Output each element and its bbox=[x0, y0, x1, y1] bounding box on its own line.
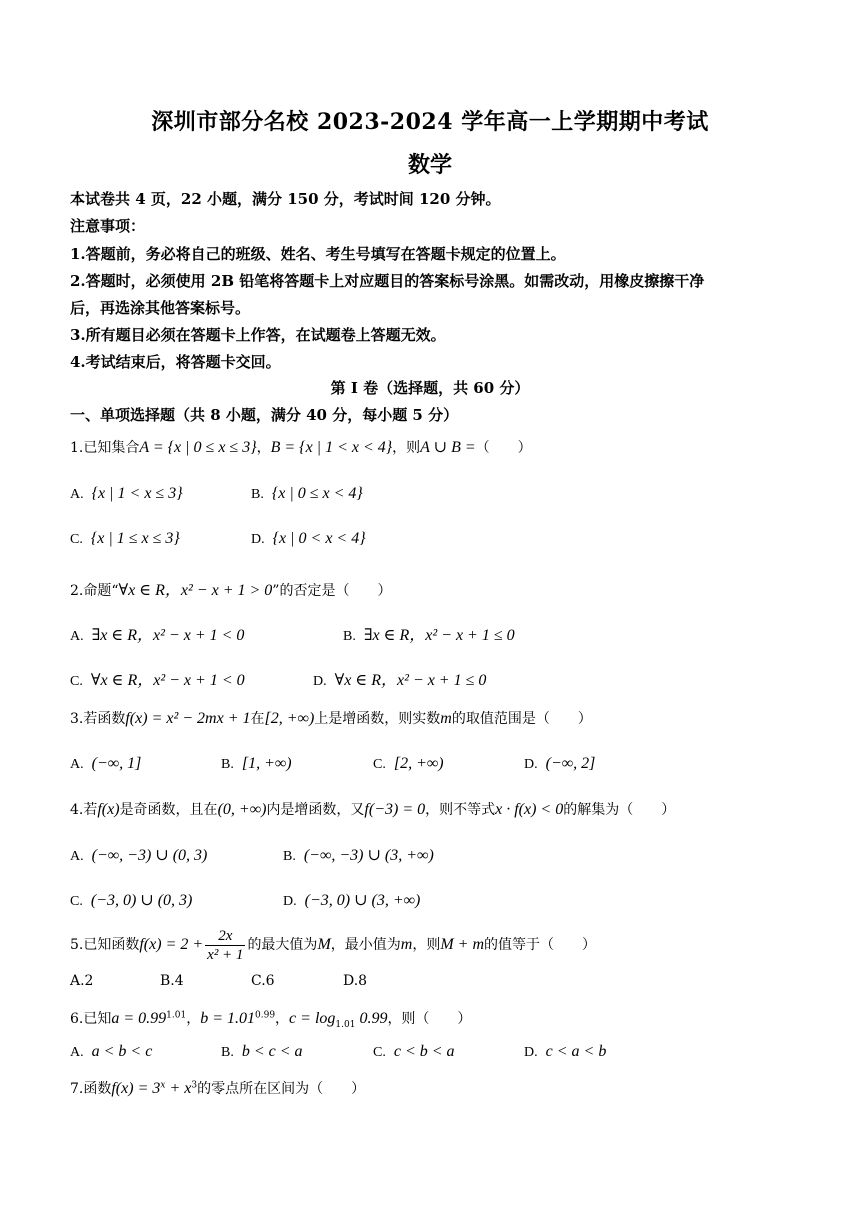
question-7 bbox=[70, 1078, 365, 1098]
q3-expr: f(x) = x² − 2mx + 1 bbox=[125, 710, 251, 727]
exam-title: 深圳市部分名校 2023-2024 学年高一上学期期中考试 bbox=[151, 109, 709, 135]
q3-stem-b: 在 bbox=[250, 711, 265, 727]
q2-option-c[interactable]: C. ∀x ∈ R，x² − x + 1 < 0 bbox=[70, 672, 245, 689]
notice-item-3: 3.所有题目必须在答题卡上作答，在试题卷上答题无效。 bbox=[70, 326, 446, 344]
question-1 bbox=[70, 437, 532, 457]
q6-a: a = 0.99 bbox=[111, 1010, 167, 1027]
q1-option-c[interactable]: C. {x | 1 ≤ x ≤ 3} bbox=[70, 530, 180, 547]
q7-expr: f(x) = 3 bbox=[111, 1080, 161, 1097]
q3-option-d[interactable]: D. (−∞, 2] bbox=[524, 755, 596, 772]
question-5 bbox=[70, 926, 596, 964]
q1-comma: ， bbox=[256, 440, 271, 456]
q5-stem-b: 的最大值为 bbox=[247, 937, 318, 953]
q3-stem: 3.若函数 bbox=[70, 711, 126, 727]
part-title: 第 I 卷（选择题，共 60 分） bbox=[330, 379, 530, 397]
q5-option-c[interactable]: C.6 bbox=[251, 973, 275, 989]
q5-option-b[interactable]: B.4 bbox=[160, 973, 184, 989]
q4-stem-b: 是奇函数，且在 bbox=[119, 802, 218, 818]
q7-stem: 7.函数 bbox=[70, 1081, 112, 1097]
q6-stem-b: ，则（ ） bbox=[387, 1011, 472, 1027]
q5-fraction bbox=[205, 927, 245, 964]
q2-expr: ∀x ∈ R，x² − x + 1 > 0 bbox=[118, 582, 273, 599]
notice-label: 注意事项： bbox=[70, 217, 146, 235]
q4-option-a[interactable]: A. (−∞, −3) ∪ (0, 3) bbox=[70, 847, 208, 864]
notice-item-2-cont: 后，再选涂其他答案标号。 bbox=[70, 299, 251, 317]
q7-exp-1: x bbox=[160, 1080, 166, 1091]
q6-b: b = 1.01 bbox=[200, 1010, 255, 1027]
q7-stem-b: 的零点所在区间为（ ） bbox=[197, 1081, 366, 1097]
subject-title: 数学 bbox=[407, 152, 452, 178]
q3-option-c[interactable]: C. [2, +∞) bbox=[373, 755, 444, 772]
section-heading: 一、单项选择题（共 8 小题，满分 40 分，每小题 5 分） bbox=[70, 406, 459, 424]
q2-stem-b: ”的否定是（ ） bbox=[272, 583, 392, 599]
q5-sum: M + m bbox=[440, 936, 485, 953]
q5-M: M bbox=[317, 936, 331, 953]
q3-option-a[interactable]: A. (−∞, 1] bbox=[70, 755, 142, 772]
q2-option-a[interactable]: A. ∃x ∈ R，x² − x + 1 < 0 bbox=[70, 627, 245, 644]
q6-sep-1: ， bbox=[186, 1011, 201, 1027]
q3-interval: [2, +∞) bbox=[264, 710, 315, 727]
q1-paren: （ ） bbox=[475, 440, 532, 456]
q5-stem-d: ，则 bbox=[412, 937, 441, 953]
q4-option-d[interactable]: D. (−3, 0) ∪ (3, +∞) bbox=[283, 892, 421, 909]
q6-c-base: 1.01 bbox=[335, 1019, 356, 1030]
question-3 bbox=[70, 708, 592, 728]
question-6 bbox=[70, 1008, 471, 1030]
q4-interval: (0, +∞) bbox=[217, 801, 267, 818]
q2-option-d[interactable]: D. ∀x ∈ R，x² − x + 1 ≤ 0 bbox=[313, 672, 487, 689]
q1-option-a[interactable]: A. {x | 1 < x ≤ 3} bbox=[70, 485, 183, 502]
q6-option-b[interactable]: B. b < c < a bbox=[221, 1043, 303, 1060]
q2-stem: 2.命题“ bbox=[70, 583, 119, 599]
q4-fx: f(x) bbox=[97, 801, 120, 818]
q6-c: c = log bbox=[289, 1010, 336, 1027]
q4-stem-d: ，则不等式 bbox=[425, 802, 496, 818]
q3-stem-c: 上是增函数，则实数 bbox=[314, 711, 441, 727]
q5-m: m bbox=[400, 936, 413, 953]
q4-option-b[interactable]: B. (−∞, −3) ∪ (3, +∞) bbox=[283, 847, 434, 864]
notice-item-2: 2.答题时，必须使用 2B 铅笔将答题卡上对应题目的答案标号涂黑。如需改动，用橡皮擦擦干净 bbox=[70, 272, 705, 290]
notice-item-1: 1.答题前，务必将自己的班级、姓名、考生号填写在答题卡规定的位置上。 bbox=[70, 245, 566, 263]
q3-var: m bbox=[440, 710, 452, 727]
q5-option-a[interactable]: A.2 bbox=[70, 973, 94, 989]
q1-set-b: B = {x | 1 < x < 4} bbox=[270, 439, 393, 456]
q6-sep-2: ， bbox=[275, 1011, 290, 1027]
exam-intro: 本试卷共 4 页，22 小题，满分 150 分，考试时间 120 分钟。 bbox=[70, 190, 501, 208]
q4-ineq: x · f(x) < 0 bbox=[495, 801, 564, 818]
q7-plus: + x bbox=[165, 1080, 192, 1097]
q5-stem-e: 的值等于（ ） bbox=[484, 937, 597, 953]
q4-stem-e: 的解集为（ ） bbox=[563, 802, 676, 818]
q5-numerator: 2x bbox=[205, 927, 245, 946]
q3-stem-d: 的取值范围是（ ） bbox=[451, 711, 592, 727]
q6-option-c[interactable]: C. c < b < a bbox=[373, 1043, 455, 1060]
q5-option-d[interactable]: D.8 bbox=[343, 973, 368, 989]
notice-item-4: 4.考试结束后，将答题卡交回。 bbox=[70, 353, 281, 371]
q1-option-d[interactable]: D. {x | 0 < x < 4} bbox=[251, 530, 366, 547]
q4-stem-c: 内是增函数，又 bbox=[266, 802, 365, 818]
q6-a-exp: 1.01 bbox=[166, 1010, 187, 1021]
q4-cond: f(−3) = 0 bbox=[364, 801, 426, 818]
q6-option-d[interactable]: D. c < a < b bbox=[524, 1043, 607, 1060]
q4-option-c[interactable]: C. (−3, 0) ∪ (0, 3) bbox=[70, 892, 193, 909]
q1-stem-b: ，则 bbox=[392, 440, 421, 456]
q5-denominator: x² + 1 bbox=[207, 946, 244, 963]
q1-set-a: A = {x | 0 ≤ x ≤ 3} bbox=[139, 439, 257, 456]
q6-option-a[interactable]: A. a < b < c bbox=[70, 1043, 153, 1060]
q4-stem: 4.若 bbox=[70, 802, 98, 818]
q1-expr: A ∪ B = bbox=[420, 439, 476, 456]
q5-stem: 5.已知函数 bbox=[70, 937, 140, 953]
q1-stem: 1.已知集合 bbox=[70, 440, 140, 456]
q1-option-b[interactable]: B. {x | 0 ≤ x < 4} bbox=[251, 485, 363, 502]
q3-option-b[interactable]: B. [1, +∞) bbox=[221, 755, 292, 772]
question-4 bbox=[70, 799, 675, 819]
q6-b-exp: 0.99 bbox=[255, 1010, 276, 1021]
q7-exp-2: 3 bbox=[191, 1080, 198, 1091]
q6-stem: 6.已知 bbox=[70, 1011, 112, 1027]
q5-stem-c: ，最小值为 bbox=[330, 937, 401, 953]
q6-c-arg: 0.99 bbox=[355, 1010, 388, 1027]
q5-lhs: f(x) = 2 + bbox=[139, 936, 204, 953]
question-2 bbox=[70, 577, 391, 600]
q2-option-b[interactable]: B. ∃x ∈ R，x² − x + 1 ≤ 0 bbox=[343, 627, 515, 644]
